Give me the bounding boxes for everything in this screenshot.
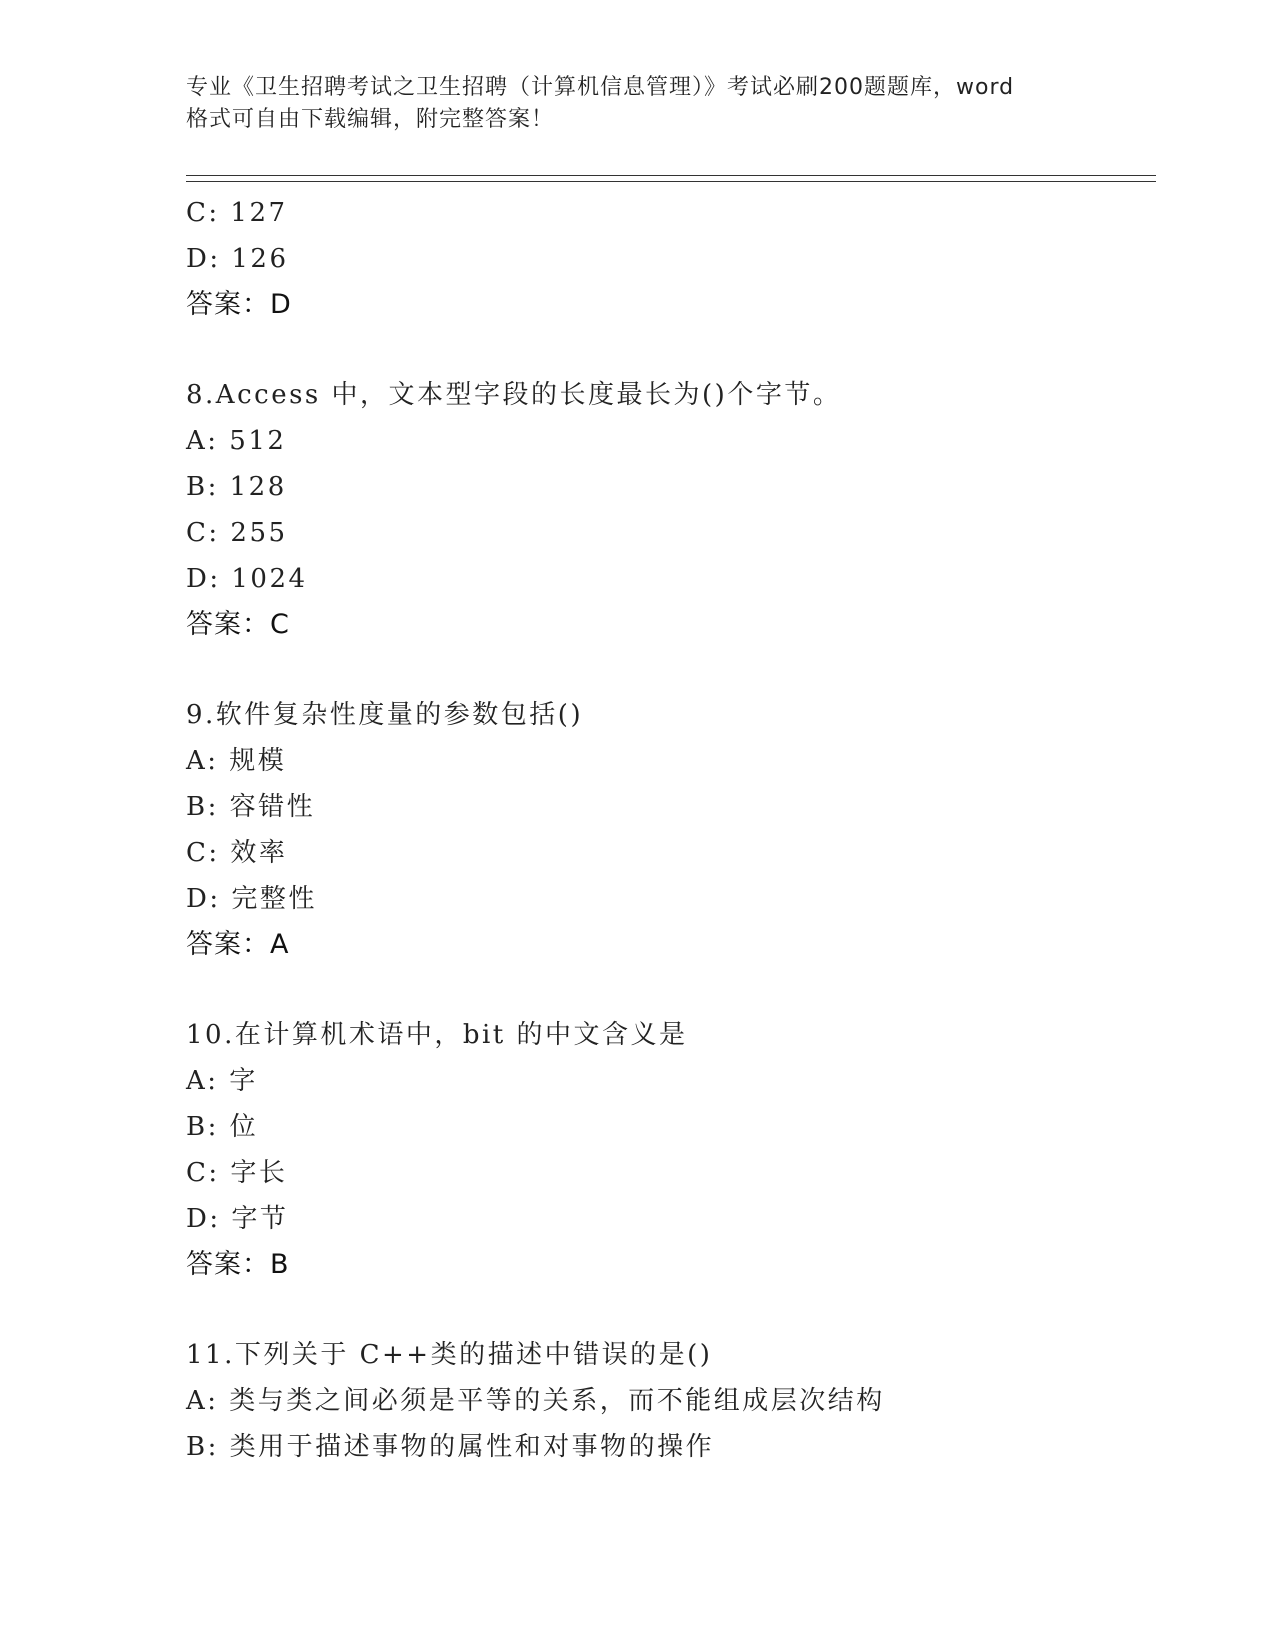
option-a: A: 规模 bbox=[186, 746, 287, 776]
option-a: A: 字 bbox=[186, 1066, 258, 1096]
question-title: 11.下列关于 C++类的描述中错误的是() bbox=[186, 1340, 713, 1370]
question-list bbox=[186, 190, 1156, 1470]
spacer bbox=[186, 968, 1156, 1012]
spacer bbox=[186, 1288, 1156, 1332]
header-rule-bottom bbox=[186, 181, 1156, 182]
question-title: 8.Access 中，文本型字段的长度最长为()个字节。 bbox=[186, 380, 842, 410]
option-d: D: 126 bbox=[186, 244, 289, 274]
question-title: 9.软件复杂性度量的参数包括() bbox=[186, 700, 584, 730]
option-d: D: 字节 bbox=[186, 1204, 289, 1234]
spacer bbox=[186, 328, 1156, 372]
option-b: B: 类用于描述事物的属性和对事物的操作 bbox=[186, 1432, 715, 1462]
option-b: B: 位 bbox=[186, 1112, 259, 1142]
question-10 bbox=[186, 1012, 1156, 1288]
option-c: C: 效率 bbox=[186, 838, 288, 868]
answer-text: 答案：B bbox=[186, 1249, 290, 1280]
header-line-2: 格式可自由下载编辑，附完整答案！ bbox=[186, 107, 555, 132]
option-d: D: 完整性 bbox=[186, 884, 317, 914]
question-title: 10.在计算机术语中，bit 的中文含义是 bbox=[186, 1020, 688, 1050]
question-prev bbox=[186, 190, 1156, 328]
option-c: C: 127 bbox=[186, 198, 288, 228]
spacer bbox=[186, 648, 1156, 692]
answer-text: 答案：D bbox=[186, 289, 292, 320]
option-a: A: 512 bbox=[186, 426, 287, 456]
document-header bbox=[186, 72, 1086, 136]
option-c: C: 字长 bbox=[186, 1158, 288, 1188]
answer-text: 答案：C bbox=[186, 609, 290, 640]
option-b: B: 容错性 bbox=[186, 792, 316, 822]
option-b: B: 128 bbox=[186, 472, 287, 502]
answer-text: 答案：A bbox=[186, 929, 290, 960]
question-9 bbox=[186, 692, 1156, 968]
header-line-1: 专业《卫生招聘考试之卫生招聘（计算机信息管理）》考试必刷200题题库，word bbox=[186, 75, 1015, 100]
option-c: C: 255 bbox=[186, 518, 288, 548]
question-8 bbox=[186, 372, 1156, 648]
option-a: A: 类与类之间必须是平等的关系，而不能组成层次结构 bbox=[186, 1386, 885, 1416]
question-11 bbox=[186, 1332, 1156, 1470]
option-d: D: 1024 bbox=[186, 564, 308, 594]
header-rule-top bbox=[186, 175, 1156, 176]
